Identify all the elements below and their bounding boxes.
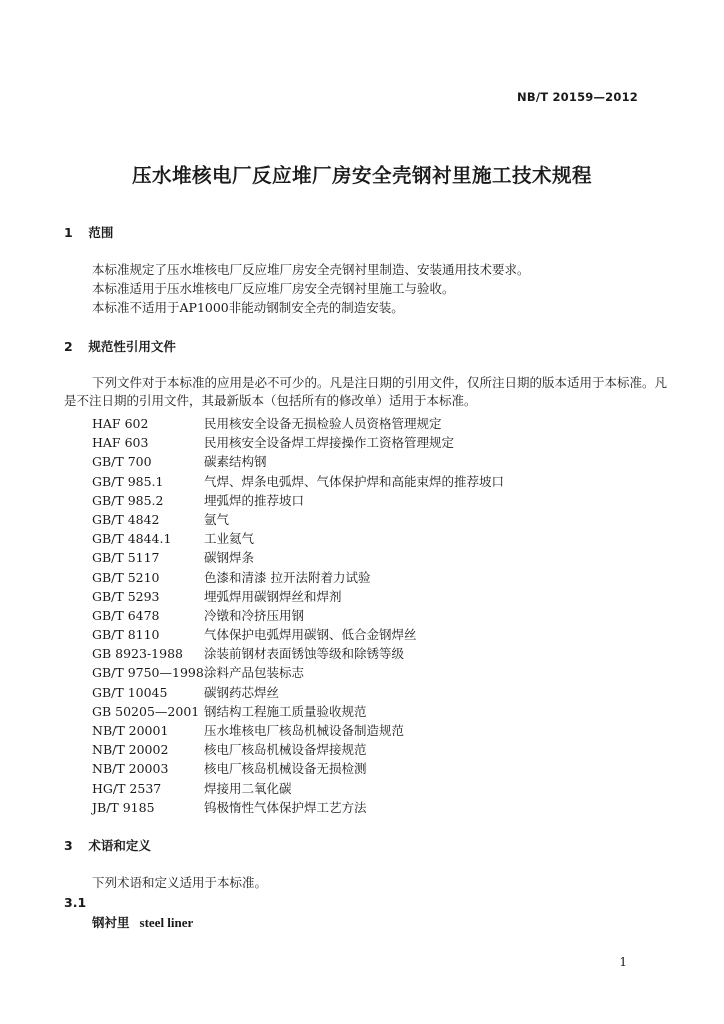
standard-code: NB/T 20159—2012	[517, 90, 638, 104]
reference-item	[92, 548, 504, 567]
reference-code: GB/T 985.1	[92, 473, 164, 489]
reference-code: GB/T 8110	[92, 627, 160, 643]
reference-code: HG/T 2537	[92, 780, 162, 796]
reference-item	[92, 568, 504, 587]
reference-code: NB/T 20003	[92, 761, 169, 777]
reference-title: 冷镦和冷挤压用钢	[204, 607, 305, 623]
reference-item	[92, 721, 504, 740]
reference-code: GB/T 985.2	[92, 492, 164, 508]
scope-paragraph: 本标准适用于压水堆核电厂反应堆厂房安全壳钢衬里施工与验收。	[92, 281, 455, 296]
reference-title: 涂装前钢材表面锈蚀等级和除锈等级	[204, 646, 405, 662]
reference-item	[92, 414, 504, 433]
reference-code: GB 50205—2001	[92, 703, 200, 719]
reference-item	[92, 683, 504, 702]
clause-number: 3.1	[64, 895, 87, 910]
scope-paragraph: 本标准规定了压水堆核电厂反应堆厂房安全壳钢衬里制造、安装通用技术要求。	[92, 262, 530, 277]
reference-item	[92, 606, 504, 625]
reference-item	[92, 529, 504, 548]
reference-title: 焊接用二氧化碳	[204, 780, 292, 796]
reference-title: 色漆和清漆 拉开法附着力试验	[204, 569, 371, 585]
reference-title: 钨极惰性气体保护焊工艺方法	[204, 799, 367, 815]
section-number: 1	[64, 225, 73, 240]
section-3-heading	[64, 836, 151, 854]
reference-code: HAF 603	[92, 435, 149, 451]
reference-code: GB/T 700	[92, 454, 152, 470]
reference-list	[92, 414, 504, 817]
reference-title: 碳钢药芯焊丝	[204, 684, 280, 700]
reference-code: GB/T 10045	[92, 684, 168, 700]
reference-title: 核电厂核岛机械设备焊接规范	[204, 742, 367, 758]
reference-title: 钢结构工程施工质量验收规范	[204, 703, 367, 719]
page-number: 1	[619, 955, 627, 969]
reference-title: 埋弧焊用碳钢焊丝和焊剂	[204, 588, 342, 604]
reference-code: GB/T 4842	[92, 511, 160, 527]
reference-item	[92, 779, 504, 798]
section-title: 术语和定义	[88, 838, 151, 853]
reference-title: 气焊、焊条电弧焊、气体保护焊和高能束焊的推荐坡口	[204, 473, 505, 489]
reference-code: GB/T 5210	[92, 569, 160, 585]
reference-title: 核电厂核岛机械设备无损检测	[204, 761, 367, 777]
reference-title: 民用核安全设备无损检验人员资格管理规定	[204, 416, 442, 431]
reference-title: 涂料产品包装标志	[204, 665, 305, 681]
section-1-heading	[64, 223, 113, 241]
section-title: 范围	[88, 225, 114, 240]
reference-item	[92, 759, 504, 778]
reference-title: 气体保护电弧焊用碳钢、低合金钢焊丝	[204, 627, 417, 643]
section-title: 规范性引用文件	[88, 339, 176, 354]
reference-title: 氩气	[204, 511, 230, 527]
document-title: 压水堆核电厂反应堆厂房安全壳钢衬里施工技术规程	[131, 164, 592, 187]
reference-code: HAF 602	[92, 416, 149, 431]
reference-code: GB/T 4844.1	[92, 531, 172, 547]
term-english: steel liner	[139, 915, 194, 930]
reference-code: NB/T 20002	[92, 742, 169, 758]
reference-item	[92, 510, 504, 529]
reference-item	[92, 702, 504, 721]
scope-paragraph: 本标准不适用于AP1000非能动钢制安全壳的制造安装。	[92, 300, 404, 315]
reference-item	[92, 491, 504, 510]
reference-item	[92, 472, 504, 491]
reference-title: 碳素结构钢	[204, 454, 267, 470]
reference-title: 埋弧焊的推荐坡口	[204, 492, 305, 508]
reference-title: 碳钢焊条	[204, 550, 255, 566]
reference-code: GB 8923-1988	[92, 646, 183, 662]
reference-item	[92, 587, 504, 606]
section-number: 2	[64, 339, 73, 354]
reference-item	[92, 452, 504, 471]
reference-item	[92, 644, 504, 663]
reference-title: 压水堆核电厂核岛机械设备制造规范	[204, 723, 405, 738]
section-2-heading	[64, 337, 176, 355]
terms-intro: 下列术语和定义适用于本标准。	[92, 875, 268, 890]
section-number: 3	[64, 838, 73, 853]
reference-item	[92, 663, 504, 682]
reference-item	[92, 625, 504, 644]
reference-title: 工业氦气	[204, 531, 255, 547]
reference-code: JB/T 9185	[92, 799, 155, 815]
reference-item	[92, 433, 504, 452]
reference-title: 民用核安全设备焊工焊接操作工资格管理规定	[204, 435, 455, 451]
reference-item	[92, 740, 504, 759]
references-intro: 下列文件对于本标准的应用是必不可少的。凡是注日期的引用文件，仅所注日期的版本适用于本标准。凡是不注日期的引用文件，其最新版本（包括所有的修改单）适用于本标准。	[64, 375, 668, 408]
reference-code: NB/T 20001	[92, 723, 169, 738]
reference-code: GB/T 9750—1998	[92, 665, 204, 681]
reference-code: GB/T 5293	[92, 588, 160, 604]
reference-code: GB/T 5117	[92, 550, 160, 566]
reference-item	[92, 798, 504, 817]
reference-code: GB/T 6478	[92, 607, 160, 623]
term-chinese: 钢衬里	[92, 915, 130, 930]
term-entry	[92, 913, 193, 931]
